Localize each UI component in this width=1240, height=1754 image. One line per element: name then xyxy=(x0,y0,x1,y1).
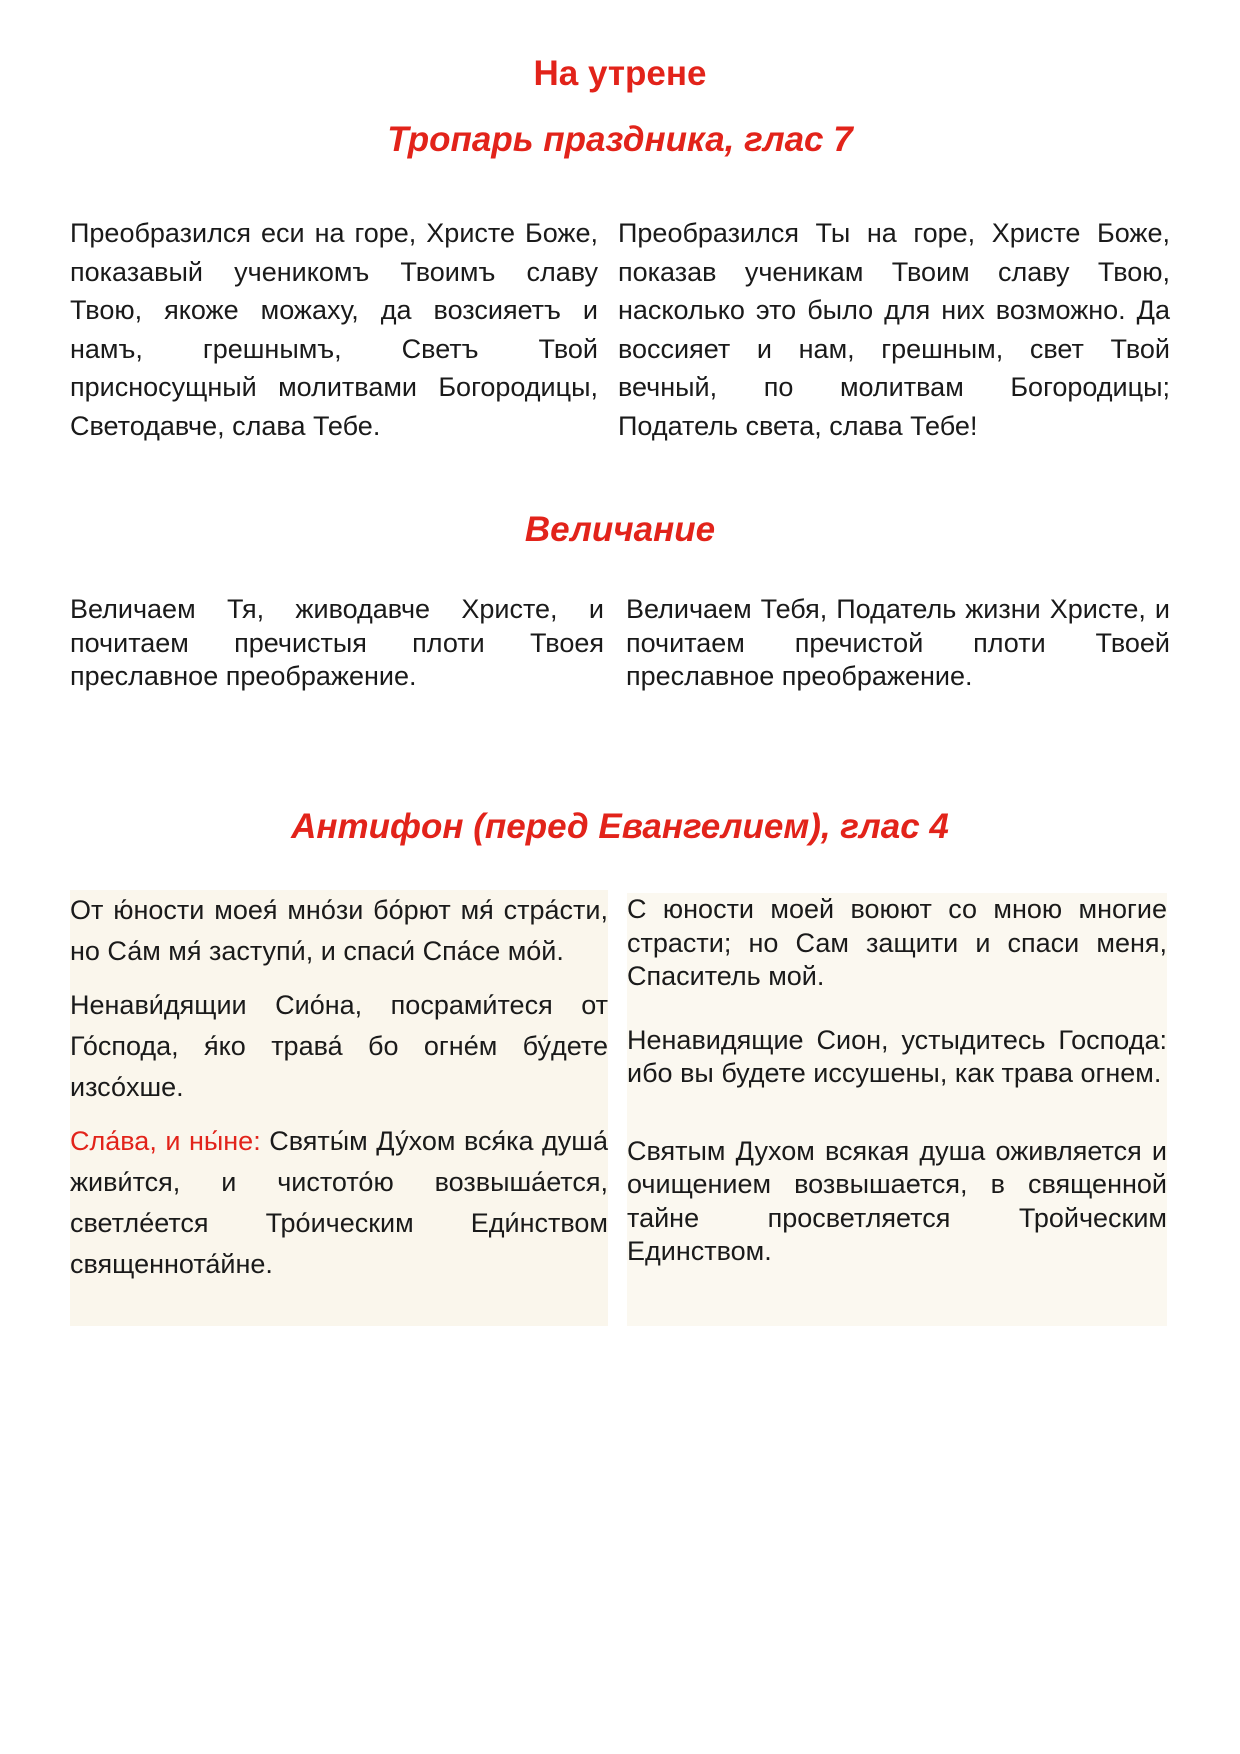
troparion-slavonic-text: Преобразился еси на горе, Христе Боже, показавый ученикомъ Твоимъ славу Твою, якоже можаху, да возсияетъ и намъ, грешнымъ, Светъ Твой присносущный молитвами Богородицы, Светодавче, слава Тебе. xyxy=(70,218,598,441)
magnification-title: Величание xyxy=(524,510,716,549)
troparion-russian-text: Преобразился Ты на горе, Христе Боже, показав ученикам Твоим славу Твою, насколько это было для них возможно. Да воссияет и нам, грешным, свет Твой вечный, по молитвам Богородицы; Податель света, слава Тебе! xyxy=(618,218,1170,441)
antiphon-russian xyxy=(627,893,1167,1326)
troparion-title: Тропарь праздника, глас 7 xyxy=(387,120,853,159)
magnification-russian xyxy=(626,593,1170,694)
antiphon-slavonic-verse-1: От ю́ности моея́ мно́зи бо́рют мя́ стра́сти, но Са́м мя́ заступи́, и спаси́ Спа́се мо́й. xyxy=(70,895,608,966)
magnification-slavonic xyxy=(70,593,604,694)
magnification-slavonic-text: Величаем Тя, живодавче Христе, и почитаем пречистыя плоти Твоея преславное преображение. xyxy=(70,594,604,691)
antiphon-slavonic-verse-3 xyxy=(70,1121,608,1285)
antiphon-slavonic-verse-2: Ненави́дящии Сио́на, посрами́теся от Го́спода, я́ко трава́ бо огне́м бу́дете изсо́хше. xyxy=(70,990,608,1102)
matins-title: На утрене xyxy=(533,54,707,93)
antiphon-russian-verse-2: Ненавидящие Сион, устыдитесь Господа: ибо вы будете иссушены, как трава огнем. xyxy=(627,1024,1167,1088)
glory-text: Святы́м Ду́хом вся́ка душа́ живи́тся, и чистото́ю возвыша́ется, светле́ется Тро́ическим Еди́нством священнота́йне. xyxy=(70,1126,608,1279)
glory-label: Сла́ва, и ны́не: xyxy=(70,1126,261,1156)
antiphon-title: Антифон (перед Евангелием), глас 4 xyxy=(291,807,949,846)
antiphon-russian-verse-1: С юности моей воюют со мною многие страсти; но Сам защити и спаси меня, Спаситель мой. xyxy=(627,894,1167,991)
antiphon-russian-verse-3: Святым Духом всякая душа оживляется и очищением возвышается, в священной тайне просветляется Тройческим Единством. xyxy=(627,1135,1167,1266)
magnification-russian-text: Величаем Тебя, Податель жизни Христе, и почитаем пречистой плоти Твоей преславное преображение. xyxy=(626,594,1170,691)
troparion-slavonic xyxy=(70,214,598,445)
antiphon-slavonic xyxy=(70,890,608,1326)
troparion-russian xyxy=(618,214,1170,445)
